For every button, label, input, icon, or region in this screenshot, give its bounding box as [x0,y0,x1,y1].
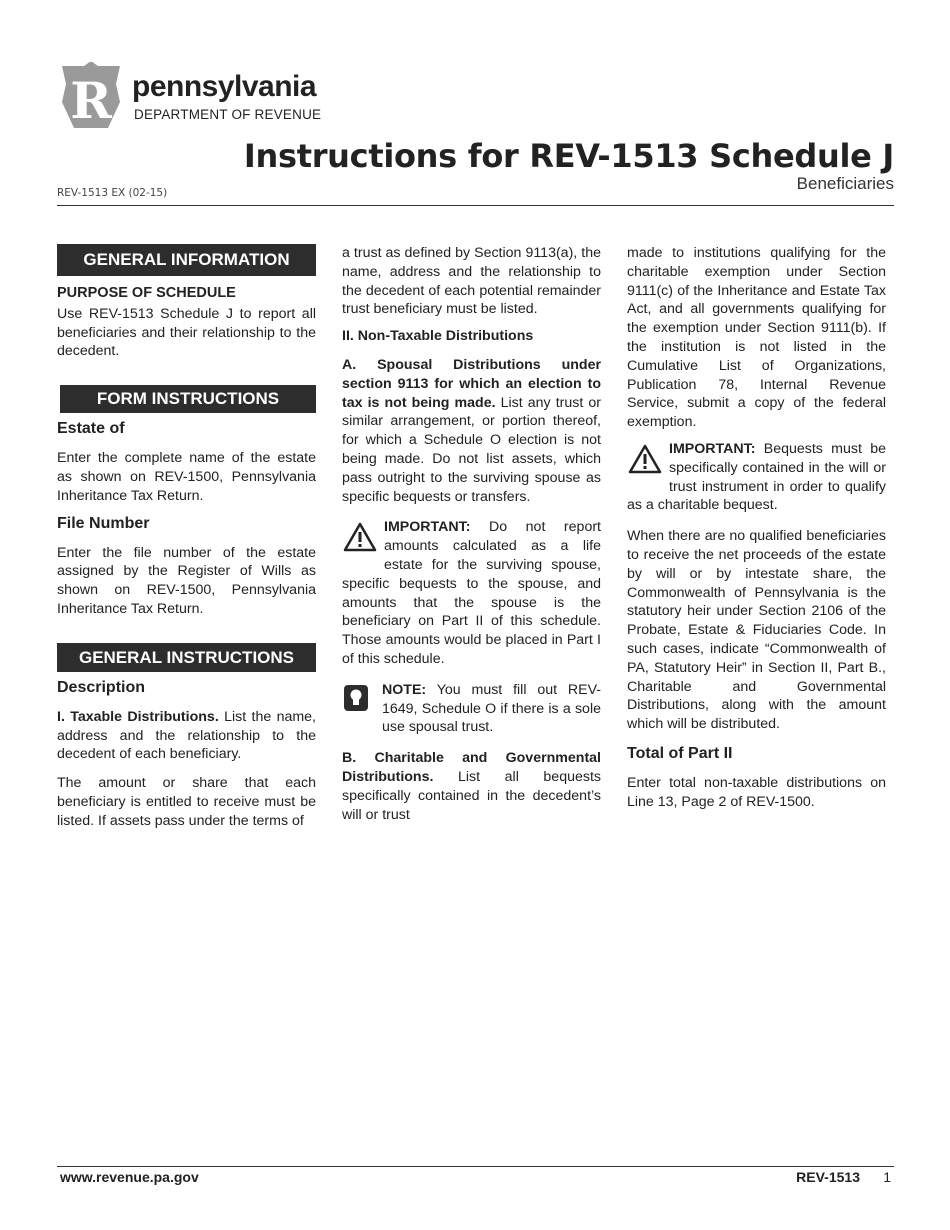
banner-form-instructions: FORM INSTRUCTIONS [60,385,316,413]
total-part-ii-heading: Total of Part II [627,744,733,762]
estate-heading: Estate of [57,420,125,438]
lightbulb-icon [342,681,374,719]
svg-text:R: R [70,71,112,130]
taxable-distributions-text [57,708,316,764]
warning-icon [342,518,378,556]
description-heading: Description [57,678,146,696]
purpose-heading: PURPOSE OF SCHEDULE [57,285,236,301]
important-body-2: Bequests must be specifically contained in the will or trust instrument in order to qualify as a charitable bequest. [627,440,886,514]
form-code: REV-1513 EX (02-15) [57,187,168,199]
file-number-heading: File Number [57,514,150,532]
note-text [342,681,601,737]
column-3 [627,244,886,822]
taxable-lead: I. Taxable Distributions. [57,708,219,725]
file-number-text: Enter the file number of the estate assigned by the Register of Wills as shown on REV-1500, Pennsylvania Inheritance Tax Return. [57,544,316,617]
important-body: Do not report amounts calculated as a life estate for the surviving spouse, specific bequests to the spouse, and amounts that the spouse is the beneficiary on Part II of this schedule. Those amounts would be placed in Part I of this schedule. [342,519,601,667]
important-lead: IMPORTANT: [384,519,471,536]
total-part-ii-text: Enter total non-taxable distributions on Line 13, Page 2 of REV-1500. [627,774,886,810]
column-2 [342,244,601,834]
org-name: pennsylvania [132,70,317,103]
taxable-body: List the name, address and the relationship to the decedent of each beneficiary. [57,708,316,763]
footer-url[interactable]: www.revenue.pa.gov [60,1169,199,1185]
keystone-logo-icon [58,62,124,132]
note-body: You must fill out REV-1649, Schedule O if there is a sole use spousal trust. [382,681,601,736]
page-title: Instructions for REV-1513 Schedule J [243,137,894,175]
column-1 [57,244,316,841]
spousal-body: List any trust or similar arrangement, or portion thereof, for which a Schedule O election is not being made. Do not list assets, which pass outright to the surviving spouse as specific bequests or transfers. [342,394,601,505]
important-spouse-text [342,518,601,668]
warning-icon [627,440,663,478]
trust-text: a trust as defined by Section 9113(a), the name, address and the relationship to the decedent of each potential remainder trust beneficiary must be listed. [342,245,601,318]
institutions-text: made to institutions qualifying for the charitable exemption under Section 9111(c) of the Inheritance and Estate Tax Act, and all governments qualifying for the exemption under Section 9111(b). If the institution is not listed in the Cumulative List of Organizations, Publication 78, Internal Revenue Service, submit a copy of the federal exemption. [627,245,886,431]
charitable-distributions-text [342,749,601,824]
dept-name: DEPARTMENT OF REVENUE [134,107,322,122]
banner-general-information: GENERAL INFORMATION [57,244,316,276]
footer-form-code: REV-1513 [796,1169,860,1185]
page-subtitle: Beneficiaries [796,174,894,193]
purpose-text: Use REV-1513 Schedule J to report all beneficiaries and their relationship to the decedent. [57,305,316,360]
important-charitable-text [627,440,886,515]
spousal-lead: A. Spousal Distributions under section 9113 for which an election to tax is not being made. [342,356,601,411]
charitable-lead: B. Charitable and Governmental Distributions. [342,750,601,785]
note-lead: NOTE: [382,681,427,698]
charitable-body: List all bequests specifically contained in the decedent’s will or trust [342,768,601,823]
footer [57,1167,894,1187]
non-taxable-heading: II. Non-Taxable Distributions [342,328,534,345]
header-rule [57,205,894,206]
amount-text: The amount or share that each beneficiary is entitled to receive must be listed. If assets pass under the terms of [57,775,316,829]
banner-general-instructions: GENERAL INSTRUCTIONS [57,643,316,672]
estate-text: Enter the complete name of the estate as shown on REV-1500, Pennsylvania Inheritance Tax Return. [57,450,316,504]
no-beneficiaries-text: When there are no qualified beneficiaries to receive the net proceeds of the estate by will or by intestate share, the Commonwealth of Pennsylvania is the statutory heir under Section 2106 of the Probate, Estate & Fiduciaries Code. In such cases, indicate “Commonwealth of PA, Statutory Heir” in Section II, Part B., Charitable and Governmental Distributions, along with the amount which will be distributed. [627,528,886,733]
spousal-distributions-text [342,356,601,506]
important-lead-2: IMPORTANT: [669,440,756,457]
pa-revenue-logo [58,62,358,132]
page-number: 1 [883,1169,891,1185]
